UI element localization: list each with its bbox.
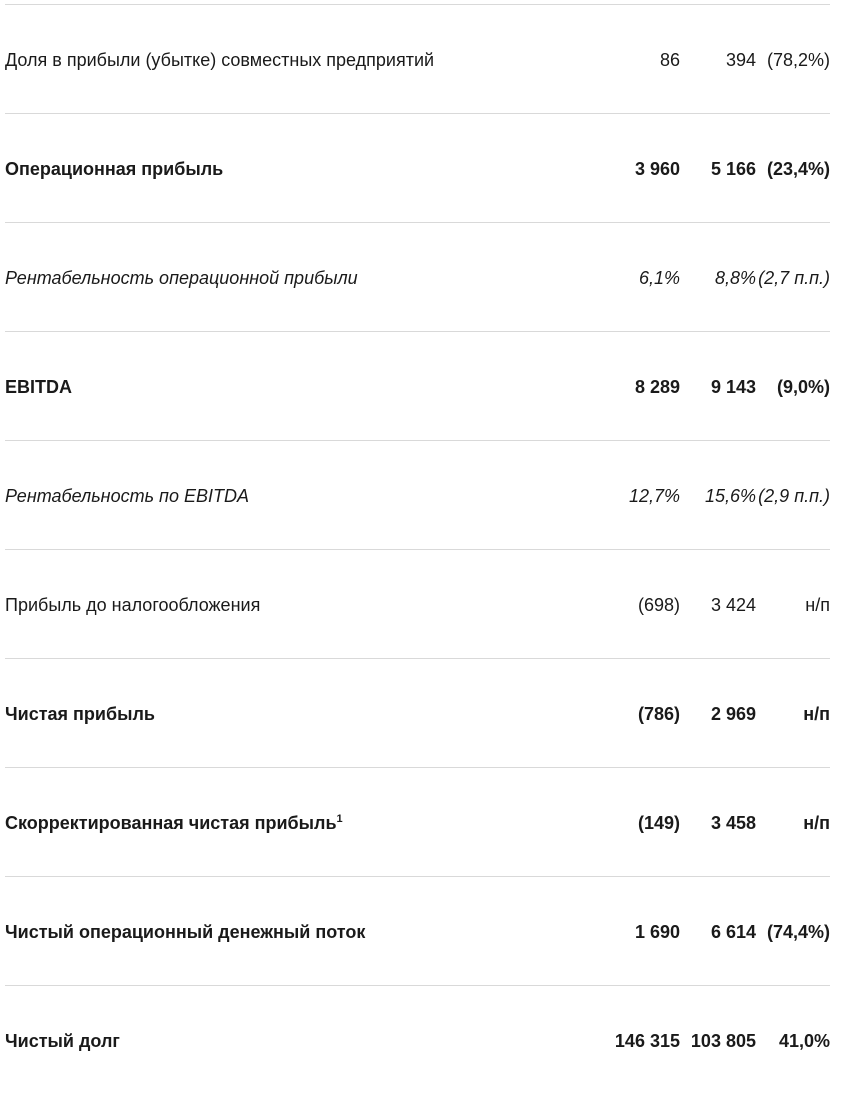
value-current: 6,1% [638, 268, 680, 288]
table-row [5, 440, 830, 549]
row-label: Чистая прибыль [5, 704, 155, 724]
table-row [5, 4, 830, 113]
value-previous: 2 969 [710, 704, 756, 724]
value-current: 3 960 [634, 159, 680, 179]
value-change: (74,4%) [766, 922, 830, 942]
row-label: Рентабельность по EBITDA [5, 486, 249, 506]
value-change: н/п [805, 595, 830, 615]
table-row [5, 331, 830, 440]
value-previous: 3 458 [710, 813, 756, 833]
row-label: EBITDA [5, 377, 72, 397]
value-current: 146 315 [614, 1031, 680, 1051]
value-previous: 103 805 [690, 1031, 756, 1051]
row-label: Операционная прибыль [5, 159, 224, 179]
value-previous: 6 614 [710, 922, 756, 942]
value-previous: 15,6% [704, 486, 756, 506]
row-label: Прибыль до налогообложения [5, 595, 261, 615]
row-label [5, 812, 343, 834]
value-change: н/п [803, 704, 830, 724]
footnote-marker: 1 [336, 813, 343, 825]
value-change: н/п [803, 813, 830, 833]
value-previous: 5 166 [710, 159, 756, 179]
value-change: (2,7 п.п.) [758, 268, 830, 288]
value-current: (786) [637, 704, 680, 724]
table-row [5, 549, 830, 658]
table-row [5, 222, 830, 331]
value-current: (698) [637, 595, 680, 615]
value-change: (78,2%) [766, 50, 830, 70]
table-row [5, 767, 830, 876]
row-label: Чистый операционный денежный поток [5, 922, 366, 942]
table-row [5, 113, 830, 222]
value-current: 1 690 [634, 922, 680, 942]
row-label: Доля в прибыли (убытке) совместных предприятий [5, 50, 435, 70]
value-current: 12,7% [628, 486, 680, 506]
table-row [5, 876, 830, 985]
table-row [5, 985, 830, 1094]
value-change: (9,0%) [776, 377, 830, 397]
row-label-text: Скорректированная чистая прибыль [5, 813, 337, 833]
value-change: 41,0% [778, 1031, 830, 1051]
value-previous: 9 143 [710, 377, 756, 397]
row-label: Чистый долг [5, 1031, 120, 1051]
financial-table [5, 4, 830, 1094]
value-previous: 8,8% [714, 268, 756, 288]
value-change: (2,9 п.п.) [758, 486, 830, 506]
value-previous: 394 [725, 50, 756, 70]
table-row [5, 658, 830, 767]
value-previous: 3 424 [710, 595, 756, 615]
row-label: Рентабельность операционной прибыли [5, 268, 358, 288]
value-current: (149) [637, 813, 680, 833]
value-current: 86 [659, 50, 680, 70]
value-change: (23,4%) [766, 159, 830, 179]
value-current: 8 289 [634, 377, 680, 397]
